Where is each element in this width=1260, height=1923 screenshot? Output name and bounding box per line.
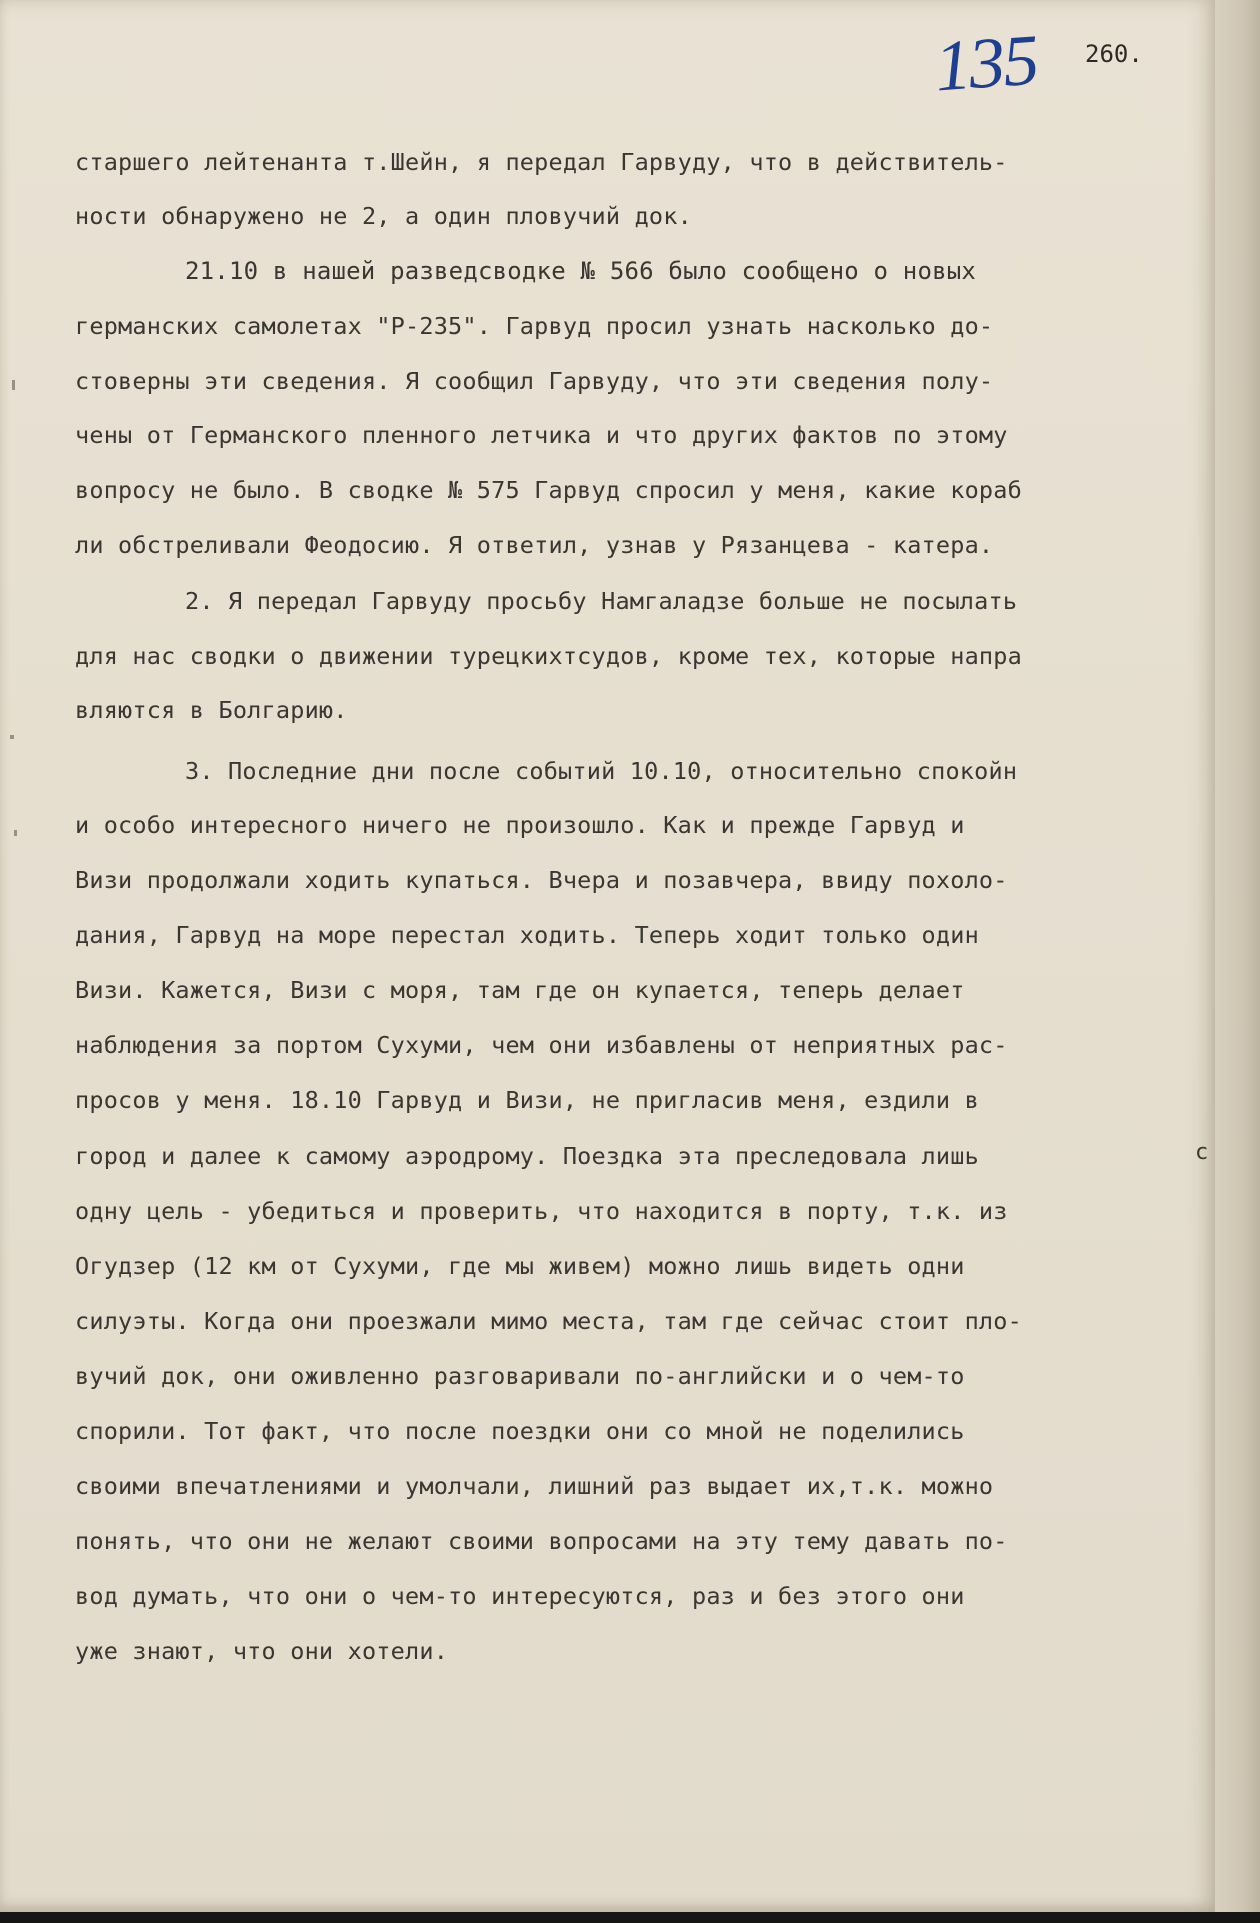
text-line: вляются в Болгарию. [75, 696, 348, 724]
handwritten-folio-number: 135 [932, 19, 1040, 107]
text-line: германских самолетах "Р-235". Гарвуд просил узнать насколько до- [75, 312, 994, 340]
text-line: город и далее к самому аэродрому. Поездка эта преследовала лишь [75, 1142, 979, 1170]
text-line: ности обнаружено не 2, а один пловучий док. [75, 202, 692, 230]
text-line: и особо интересного ничего не произошло. Как и прежде Гарвуд и [75, 811, 965, 839]
text-line: 21.10 в нашей разведсводке № 566 было сообщено о новых [185, 257, 977, 285]
text-line: Огудзер (12 км от Сухуми, где мы живем) можно лишь видеть одни [75, 1252, 965, 1280]
text-line: силуэты. Когда они проезжали мимо места, там где сейчас стоит пло- [75, 1307, 1022, 1335]
text-line: уже знают, что они хотели. [75, 1637, 449, 1665]
text-line: вучий док, они оживленно разговаривали по-английски и о чем-то [75, 1362, 965, 1390]
text-line: чены от Германского пленного летчика и что других фактов по этому [75, 421, 1008, 449]
text-line: одну цель - убедиться и проверить, что находится в порту, т.к. из [75, 1197, 1008, 1225]
paper-speck [14, 830, 17, 836]
margin-mark: с [1195, 1140, 1209, 1165]
text-line: наблюдения за портом Сухуми, чем они избавлены от неприятных рас- [75, 1031, 1008, 1059]
scan-border [0, 1912, 1260, 1923]
paper-speck [10, 735, 14, 739]
text-line: Визи. Кажется, Визи с моря, там где он купается, теперь делает [75, 976, 965, 1004]
paper-speck [12, 380, 15, 390]
text-line: своими впечатлениями и умолчали, лишний раз выдает их,т.к. можно [75, 1472, 994, 1500]
page-edge [1215, 0, 1260, 1912]
page-number: 260. [1085, 40, 1143, 68]
text-line: Визи продолжали ходить купаться. Вчера и позавчера, ввиду похоло- [75, 866, 1008, 894]
text-line: просов у меня. 18.10 Гарвуд и Визи, не пригласив меня, ездили в [75, 1086, 979, 1114]
text-line: понять, что они не желают своими вопросами на эту тему давать по- [75, 1527, 1008, 1555]
text-line: стоверны эти сведения. Я сообщил Гарвуду, что эти сведения полу- [75, 367, 994, 395]
text-line: 3. Последние дни после событий 10.10, относительно спокойн [185, 757, 1018, 785]
text-line: ли обстреливали Феодосию. Я ответил, узнав у Рязанцева - катера. [75, 531, 994, 559]
text-line: вод думать, что они о чем-то интересуются, раз и без этого они [75, 1582, 965, 1610]
text-line: для нас сводки о движении турецкихтсудов, кроме тех, которые напра [75, 642, 1022, 670]
text-line: спорили. Тот факт, что после поездки они со мной не поделились [75, 1417, 965, 1445]
text-line: старшего лейтенанта т.Шейн, я передал Гарвуду, что в действитель- [75, 148, 1008, 176]
text-line: вопросу не было. В сводке № 575 Гарвуд спросил у меня, какие кораб [75, 476, 1022, 504]
text-line: дания, Гарвуд на море перестал ходить. Теперь ходит только один [75, 921, 979, 949]
text-line: 2. Я передал Гарвуду просьбу Намгаладзе больше не посылать [185, 587, 1018, 615]
